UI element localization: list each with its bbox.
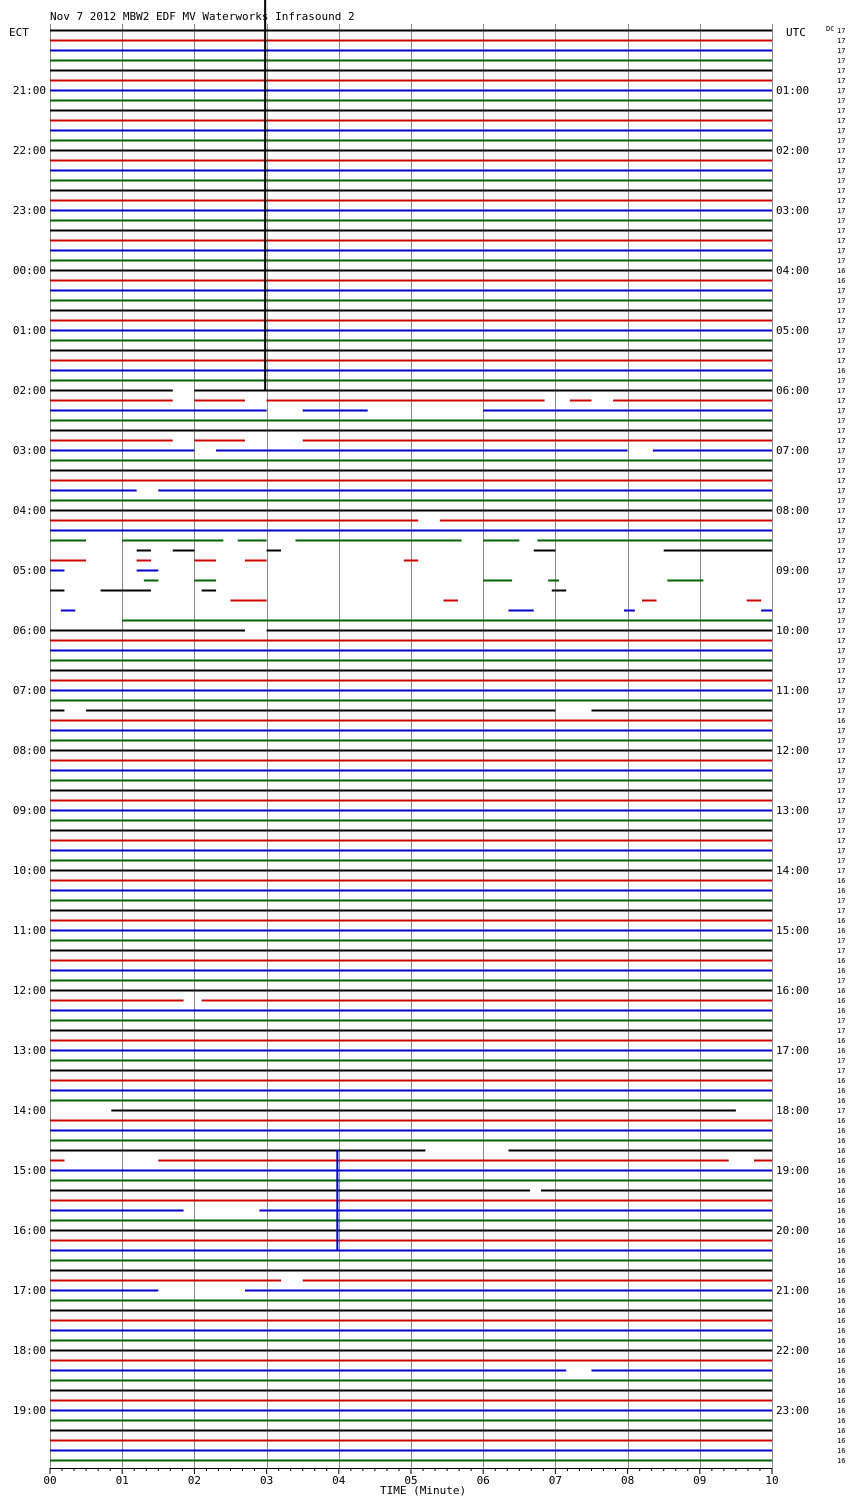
dc-value: 17 — [837, 27, 846, 35]
dc-value: 17 — [837, 787, 846, 795]
dc-value: 17 — [837, 747, 846, 755]
dc-value: 17 — [837, 1067, 846, 1075]
dc-value: 16 — [837, 967, 846, 975]
dc-value: 16 — [837, 267, 846, 275]
dc-value: 17 — [837, 347, 846, 355]
dc-value: 16 — [837, 1247, 846, 1255]
dc-value: 17 — [837, 697, 846, 705]
dc-value: 16 — [837, 1127, 846, 1135]
dc-value: 16 — [837, 887, 846, 895]
left-time-label: 06:00 — [12, 624, 46, 637]
dc-value: 17 — [837, 637, 846, 645]
left-time-label: 18:00 — [12, 1344, 46, 1357]
dc-value: 16 — [837, 987, 846, 995]
dc-value: 16 — [837, 1157, 846, 1165]
dc-value: 17 — [837, 107, 846, 115]
x-tick-label: 06 — [476, 1474, 490, 1487]
right-time-label: 08:00 — [776, 504, 810, 517]
dc-value: 16 — [837, 1317, 846, 1325]
dc-value: 16 — [837, 1357, 846, 1365]
dc-value: 16 — [837, 1447, 846, 1455]
dc-value: 17 — [837, 317, 846, 325]
dc-value: 17 — [837, 427, 846, 435]
dc-value: 17 — [837, 677, 846, 685]
dc-value: 17 — [837, 417, 846, 425]
dc-value: 17 — [837, 1107, 846, 1115]
dc-value: 17 — [837, 707, 846, 715]
right-time-label: 06:00 — [776, 384, 810, 397]
right-time-label: 22:00 — [776, 1344, 810, 1357]
dc-value: 16 — [837, 1297, 846, 1305]
dc-value: 17 — [837, 127, 846, 135]
dc-value: 17 — [837, 1017, 846, 1025]
left-time-label: 04:00 — [12, 504, 46, 517]
left-time-label: 11:00 — [12, 924, 46, 937]
dc-value: 17 — [837, 247, 846, 255]
right-time-label: 18:00 — [776, 1104, 810, 1117]
dc-value: 16 — [837, 1117, 846, 1125]
dc-value: 17 — [837, 57, 846, 65]
event-spikes — [265, 0, 337, 1250]
dc-value: 16 — [837, 1307, 846, 1315]
left-time-label: 13:00 — [12, 1044, 46, 1057]
dc-value: 17 — [837, 307, 846, 315]
dc-value: 17 — [837, 187, 846, 195]
dc-value: 16 — [837, 1007, 846, 1015]
dc-value: 17 — [837, 517, 846, 525]
dc-value: 16 — [837, 957, 846, 965]
dc-value: 17 — [837, 407, 846, 415]
right-time-labels — [776, 84, 809, 1417]
dc-value: 16 — [837, 1227, 846, 1235]
x-tick-label: 03 — [259, 1474, 274, 1487]
left-time-label: 10:00 — [12, 864, 46, 877]
right-time-label: 11:00 — [776, 684, 810, 697]
x-tick-label: 02 — [187, 1474, 202, 1487]
dc-value: 17 — [837, 667, 846, 675]
left-time-label: 17:00 — [12, 1284, 46, 1297]
dc-value: 17 — [837, 757, 846, 765]
left-time-label: 05:00 — [12, 564, 46, 577]
right-time-label: 23:00 — [776, 1404, 810, 1417]
dc-value: 16 — [837, 1337, 846, 1345]
dc-value: 17 — [837, 447, 846, 455]
right-timezone-label: UTC — [786, 26, 806, 39]
dc-value: 16 — [837, 1257, 846, 1265]
dc-value: 16 — [837, 877, 846, 885]
dc-value: 16 — [837, 1187, 846, 1195]
dc-value: 17 — [837, 537, 846, 545]
right-time-label: 15:00 — [776, 924, 810, 937]
x-tick-label: 07 — [548, 1474, 563, 1487]
dc-value: 17 — [837, 287, 846, 295]
dc-value: 17 — [837, 817, 846, 825]
left-time-label: 15:00 — [12, 1164, 46, 1177]
x-tick-label: 09 — [693, 1474, 707, 1487]
dc-value: 17 — [837, 587, 846, 595]
right-time-label: 09:00 — [776, 564, 810, 577]
right-time-label: 14:00 — [776, 864, 810, 877]
dc-value: 16 — [837, 1377, 846, 1385]
dc-value: 16 — [837, 1367, 846, 1375]
dc-value: 17 — [837, 47, 846, 55]
left-time-label: 16:00 — [12, 1224, 46, 1237]
dc-value: 16 — [837, 1287, 846, 1295]
dc-value: 17 — [837, 497, 846, 505]
dc-value: 17 — [837, 137, 846, 145]
left-time-label: 19:00 — [12, 1404, 46, 1417]
dc-value: 17 — [837, 177, 846, 185]
x-tick-label: 01 — [115, 1474, 129, 1487]
chart-title: Nov 7 2012 MBW2 EDF MV Waterworks Infrasound 2 — [50, 10, 355, 23]
right-time-label: 01:00 — [776, 84, 810, 97]
dc-values-column — [837, 27, 845, 1465]
left-time-label: 01:00 — [12, 324, 46, 337]
left-time-labels — [13, 84, 46, 1417]
left-time-label: 00:00 — [12, 264, 46, 277]
x-tick-label: 00 — [43, 1474, 57, 1487]
x-tick-label: 04 — [332, 1474, 346, 1487]
left-time-label: 03:00 — [12, 444, 46, 457]
right-time-label: 12:00 — [776, 744, 810, 757]
dc-value: 16 — [837, 1397, 846, 1405]
dc-value: 17 — [837, 227, 846, 235]
left-time-label: 12:00 — [12, 984, 46, 997]
dc-value: 16 — [837, 1207, 846, 1215]
dc-value: 16 — [837, 367, 846, 375]
dc-value: 16 — [837, 1387, 846, 1395]
dc-value: 16 — [837, 1197, 846, 1205]
right-time-label: 17:00 — [776, 1044, 810, 1057]
dc-value: 17 — [837, 777, 846, 785]
dc-value: 17 — [837, 527, 846, 535]
dc-value: 17 — [837, 647, 846, 655]
dc-value: 17 — [837, 67, 846, 75]
dc-value: 17 — [837, 217, 846, 225]
dc-value: 17 — [837, 37, 846, 45]
dc-value: 17 — [837, 147, 846, 155]
left-timezone-label: ECT — [9, 26, 29, 39]
dc-value: 17 — [837, 807, 846, 815]
dc-value: 16 — [837, 1427, 846, 1435]
dc-value: 17 — [837, 467, 846, 475]
right-time-label: 21:00 — [776, 1284, 810, 1297]
left-time-label: 23:00 — [12, 204, 46, 217]
left-time-label: 09:00 — [12, 804, 46, 817]
dc-value: 17 — [837, 297, 846, 305]
dc-value: 17 — [837, 487, 846, 495]
dc-value: 17 — [837, 567, 846, 575]
dc-value: 17 — [837, 767, 846, 775]
dc-value: 17 — [837, 857, 846, 865]
dc-value: 17 — [837, 377, 846, 385]
dc-value: 17 — [837, 257, 846, 265]
dc-value: 17 — [837, 607, 846, 615]
dc-value: 16 — [837, 1237, 846, 1245]
dc-value: 16 — [837, 1177, 846, 1185]
dc-value: 16 — [837, 1347, 846, 1355]
dc-value: 17 — [837, 387, 846, 395]
right-time-label: 13:00 — [776, 804, 810, 817]
left-time-label: 14:00 — [12, 1104, 46, 1117]
dc-value: 17 — [837, 547, 846, 555]
dc-value: 16 — [837, 1147, 846, 1155]
dc-value: 17 — [837, 937, 846, 945]
right-time-label: 04:00 — [776, 264, 810, 277]
dc-value: 17 — [837, 737, 846, 745]
dc-value: 17 — [837, 197, 846, 205]
dc-value: 17 — [837, 327, 846, 335]
x-axis-title: TIME (Minute) — [380, 1484, 467, 1497]
dc-value: 17 — [837, 437, 846, 445]
dc-value: 16 — [837, 1047, 846, 1055]
dc-value: 17 — [837, 947, 846, 955]
dc-value: 17 — [837, 627, 846, 635]
dc-value: 17 — [837, 157, 846, 165]
dc-value: 17 — [837, 597, 846, 605]
right-time-label: 07:00 — [776, 444, 810, 457]
x-tick-label: 08 — [620, 1474, 635, 1487]
dc-value: 17 — [837, 847, 846, 855]
dc-value: 16 — [837, 1437, 846, 1445]
dc-value: 17 — [837, 507, 846, 515]
dc-value: 17 — [837, 977, 846, 985]
left-time-label: 21:00 — [12, 84, 46, 97]
right-time-label: 16:00 — [776, 984, 810, 997]
dc-value: 17 — [837, 397, 846, 405]
left-time-label: 07:00 — [12, 684, 46, 697]
dc-value: 16 — [837, 277, 846, 285]
right-time-label: 03:00 — [776, 204, 810, 217]
dc-value: 16 — [837, 1087, 846, 1095]
dc-value: 16 — [837, 1327, 846, 1335]
dc-value: 16 — [837, 1267, 846, 1275]
dc-value: 16 — [837, 997, 846, 1005]
dc-value: 17 — [837, 237, 846, 245]
dc-value: 16 — [837, 1167, 846, 1175]
dc-value: 17 — [837, 97, 846, 105]
dc-value: 17 — [837, 897, 846, 905]
left-time-label: 02:00 — [12, 384, 46, 397]
x-tick-label: 05 — [404, 1474, 418, 1487]
dc-value: 17 — [837, 557, 846, 565]
right-time-label: 05:00 — [776, 324, 810, 337]
right-time-label: 19:00 — [776, 1164, 810, 1177]
right-time-label: 20:00 — [776, 1224, 810, 1237]
dc-value: 17 — [837, 207, 846, 215]
dc-value: 16 — [837, 1407, 846, 1415]
dc-value: 17 — [837, 1027, 846, 1035]
dc-value: 17 — [837, 687, 846, 695]
dc-value: 16 — [837, 717, 846, 725]
dc-value: 16 — [837, 1277, 846, 1285]
dc-value: 17 — [837, 77, 846, 85]
dc-value: 16 — [837, 1077, 846, 1085]
dc-value: 17 — [837, 657, 846, 665]
dc-value: 17 — [837, 167, 846, 175]
dc-value: 16 — [837, 1457, 846, 1465]
dc-value: 17 — [837, 827, 846, 835]
dc-value: 17 — [837, 867, 846, 875]
dc-value: 17 — [837, 1057, 846, 1065]
dc-value: 17 — [837, 617, 846, 625]
dc-value: 17 — [837, 357, 846, 365]
dc-value: 16 — [837, 1217, 846, 1225]
right-time-label: 10:00 — [776, 624, 810, 637]
dc-value: 17 — [837, 457, 846, 465]
dc-value: 16 — [837, 917, 846, 925]
left-time-label: 08:00 — [12, 744, 46, 757]
dc-value: 17 — [837, 87, 846, 95]
dc-value: 16 — [837, 1417, 846, 1425]
right-time-label: 02:00 — [776, 144, 810, 157]
dc-value: 16 — [837, 1137, 846, 1145]
dc-value: 17 — [837, 837, 846, 845]
dc-value: 16 — [837, 1097, 846, 1105]
left-time-label: 22:00 — [12, 144, 46, 157]
dc-value: 17 — [837, 477, 846, 485]
dc-value: 17 — [837, 117, 846, 125]
dc-value: 17 — [837, 797, 846, 805]
x-tick-label: 10 — [765, 1474, 779, 1487]
dc-value: 16 — [837, 927, 846, 935]
dc-header-label: DC — [826, 25, 835, 33]
dc-value: 17 — [837, 577, 846, 585]
dc-value: 17 — [837, 727, 846, 735]
dc-value: 16 — [837, 1037, 846, 1045]
dc-value: 17 — [837, 337, 846, 345]
dc-value: 17 — [837, 907, 846, 915]
